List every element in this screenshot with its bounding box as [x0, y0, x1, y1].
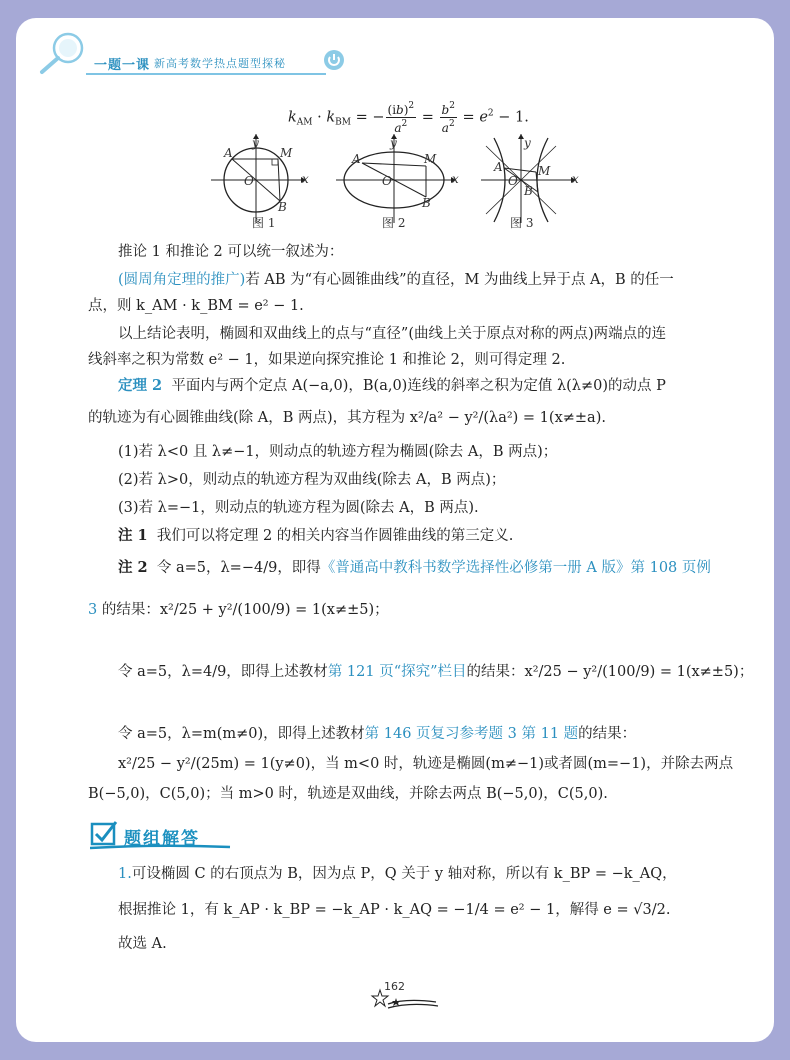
note-2-text-2: 的结果：x²/25 + y²/(100/9) = 1(x≠±5)； — [101, 602, 389, 618]
figure-2-caption: 图 2 — [382, 216, 406, 230]
fig1-label-y: y — [252, 136, 259, 150]
note-2-line-5: x²/25 − y²/(25m) = 1(y≠0)，当 m<0 时，轨迹是椭圆(m≠−1)或者圆(m=−1)，并除去两点 — [118, 756, 734, 772]
example-number: 3 — [88, 602, 98, 618]
fig3-label-o: O — [508, 174, 518, 188]
note-2-line-4 — [118, 724, 636, 744]
fig1-label-b: B — [278, 200, 287, 214]
theorem-2-text-1: 平面内与两个定点 A(−a,0)，B(a,0)连线的斜率之积为定值 λ(λ≠0)的动点 P — [171, 378, 666, 394]
note-2-label: 注 2 — [118, 559, 148, 576]
answer-text-1: 可设椭圆 C 的右顶点为 B，因为点 P，Q 关于 y 轴对称，所以有 k_BP = −k_AQ， — [131, 866, 677, 882]
note-2-line-1 — [118, 558, 711, 578]
fig1-label-a: A — [224, 146, 233, 160]
paragraph-2-text: 若 AB 为“有心圆锥曲线”的直径，M 为曲线上异于点 A，B 的任一 — [245, 272, 674, 288]
note-1-label: 注 1 — [118, 527, 148, 544]
fig1-label-m: M — [280, 146, 293, 160]
theorem-2-line-1 — [118, 376, 666, 396]
note-2-line-2 — [88, 600, 389, 620]
theorem-generalization-label: (圆周角定理的推广) — [118, 272, 246, 288]
answer-line-2: 根据推论 1，有 k_AP · k_BP = −k_AP · k_AQ = −1/4 = e² − 1，解得 e = √3/2. — [118, 902, 671, 918]
fig1-label-x: x — [302, 172, 309, 186]
note-2-text-3c: 的结果：x²/25 − y²/(100/9) = 1(x≠±5)； — [466, 664, 754, 680]
note-1-text: 我们可以将定理 2 的相关内容当作圆锥曲线的第三定义. — [156, 528, 514, 544]
textbook-reference-2: 第 121 页“探究”栏目 — [327, 664, 467, 680]
paragraph-2-line-2: 点，则 k_AM · k_BM = e² − 1. — [88, 298, 304, 314]
answer-line-3: 故选 A. — [118, 936, 167, 952]
paragraph-3-line-1: 以上结论表明，椭圆和双曲线上的点与“直径”(曲线上关于原点对称的两点)两端点的连 — [118, 326, 667, 342]
paragraph-2-line-1 — [118, 270, 674, 290]
note-2-text-3a: 令 a=5，λ=4/9，即得上述教材 — [118, 664, 328, 680]
page-number: 162 — [384, 980, 405, 993]
theorem-2-line-2: 的轨迹为有心圆锥曲线(除 A，B 两点)，其方程为 x²/a² − y²/(λa²) = 1(x≠±a). — [88, 410, 606, 426]
theorem-2-label: 定理 2 — [118, 377, 163, 394]
case-2: (2)若 λ>0，则动点的轨迹方程为双曲线(除去 A，B 两点)； — [118, 472, 506, 488]
textbook-reference-1: 《普通高中教科书数学选择性必修第一册 A 版》第 108 页例 — [320, 560, 711, 576]
fig2-label-m: M — [424, 152, 437, 166]
answer-number: 1. — [118, 866, 132, 882]
star-ornament-icon — [366, 984, 446, 1014]
note-1 — [118, 526, 513, 546]
header-title: 一题一课 — [94, 58, 151, 73]
figure-3-caption: 图 3 — [510, 216, 534, 230]
fig3-label-b: B — [524, 184, 533, 198]
paragraph-3-line-2: 线斜率之积为常数 e² − 1，如果逆向探究推论 1 和推论 2，则可得定理 2. — [88, 352, 566, 368]
note-2-line-3 — [118, 662, 753, 682]
note-2-text-1: 令 a=5，λ=−4/9，即得 — [156, 560, 321, 576]
paragraph-1: 推论 1 和推论 2 可以统一叙述为： — [118, 244, 344, 260]
fig2-label-x: x — [452, 172, 459, 186]
section-header — [90, 820, 232, 848]
note-2-text-4a: 令 a=5，λ=m(m≠0)，即得上述教材 — [118, 726, 365, 742]
fig3-label-m: M — [538, 164, 551, 178]
fig2-label-a: A — [352, 152, 361, 166]
section-title: 题组解答 — [124, 829, 200, 849]
fig2-label-y: y — [390, 136, 397, 150]
fig3-label-y: y — [524, 136, 531, 150]
note-2-line-6: B(−5,0)，C(5,0)；当 m>0 时，轨迹是双曲线，并除去两点 B(−5,0)，C(5,0). — [88, 786, 608, 802]
fig2-label-o: O — [382, 174, 392, 188]
fig2-label-b: B — [422, 196, 431, 210]
case-1: (1)若 λ<0 且 λ≠−1，则动点的轨迹方程为椭圆(除去 A，B 两点)； — [118, 444, 558, 460]
header-subtitle: 新高考数学热点题型探秘 — [154, 57, 286, 70]
figure-1-caption: 图 1 — [252, 216, 276, 230]
case-3: (3)若 λ=−1，则动点的轨迹方程为圆(除去 A，B 两点). — [118, 500, 479, 516]
fig3-label-x: x — [572, 172, 579, 186]
page-sheet — [16, 18, 774, 1042]
fig3-label-a: A — [494, 160, 503, 174]
note-2-text-4c: 的结果： — [578, 726, 637, 742]
fig1-label-o: O — [244, 174, 254, 188]
textbook-reference-3: 第 146 页复习参考题 3 第 11 题 — [364, 726, 579, 742]
formula-top: $k_{AM} \cdot k_{BM}$ = − $\frac{(ib)^2}{a^2}$ = $\frac{b^2}{a^2}$ = $e^2 - 1$. — [288, 101, 529, 135]
